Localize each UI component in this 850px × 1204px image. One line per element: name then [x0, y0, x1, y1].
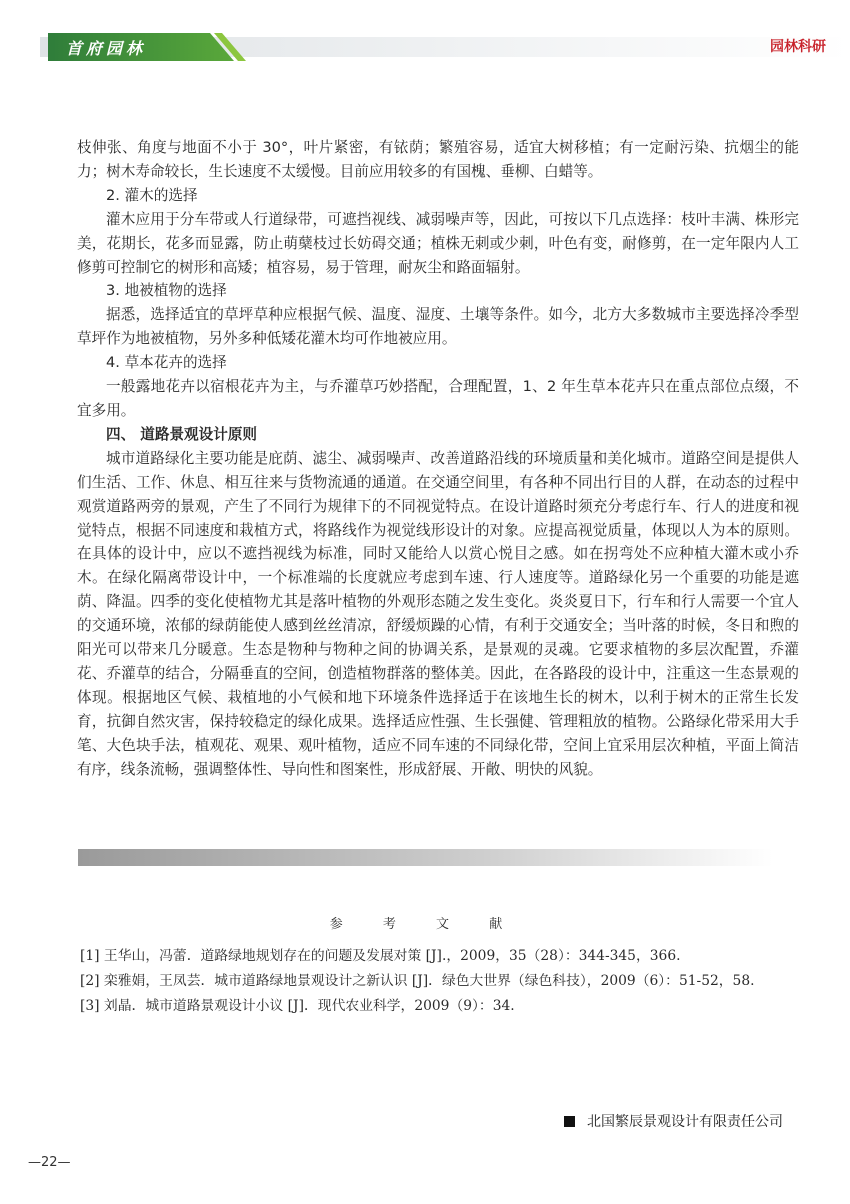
- paragraph: 枝伸张、角度与地面不小于 30°，叶片紧密，有铱荫；繁殖容易，适宜大树移植；有一定耐污染、抗烟尘的能力；树木寿命较长，生长速度不太缓慢。目前应用较多的有国槐、垂柳、白蜡等。: [77, 139, 799, 180]
- company-name: 北国繁辰景观设计有限责任公司: [587, 1114, 783, 1130]
- paragraph: 一般露地花卉以宿根花卉为主，与乔灌草巧妙搭配，合理配置，1、2 年生草本花卉只在重点部位点缀，不宜多用。: [77, 378, 799, 419]
- section-heading: 四、 道路景观设计原则: [106, 425, 258, 443]
- page-number: —22—: [28, 1155, 71, 1170]
- article-body: [77, 136, 799, 781]
- reference-item: [1] 王华山，冯蕾．道路绿地规划存在的问题及发展对策 [J].，2009，35（28）：344-345，366.: [80, 948, 681, 964]
- references-list: [80, 944, 800, 1019]
- company-credit: [564, 1111, 783, 1131]
- subheading: 3. 地被植物的选择: [106, 282, 227, 300]
- paragraph: 灌木应用于分车带或人行道绿带，可遮挡视线、减弱噪声等，因此，可按以下几点选择：枝叶丰满、株形完美，花期长，花多而显露，防止萌蘖枝过长妨碍交通；植株无刺或少刺，叶色有变，耐修剪，在一定年限内人工修剪可控制它的树形和高矮；植容易，易于管理，耐灰尘和路面辐射。: [77, 210, 799, 276]
- reference-item: [2] 栾雅娟，王凤芸．城市道路绿地景观设计之新认识 [J]．绿色大世界（绿色科技），2009（6）：51-52，58.: [80, 973, 755, 989]
- paragraph: 城市道路绿化主要功能是庇荫、滤尘、减弱噪声、改善道路沿线的环境质量和美化城市。道路空间是提供人们生活、工作、休息、相互往来与货物流通的通道。在交通空间里，有各种不同出行目的人群，在动态的过程中观赏道路两旁的景观，产生了不同行为规律下的不同视觉特点。在设计道路时须充分考虑行车、行人的进度和视觉特点，根据不同速度和栽植方式，将路线作为视觉线形设计的对象。应提高视觉质量，体现以人为本的原则。在具体的设计中，应以不遮挡视线为标准，同时又能给人以赏心悦目之感。如在拐弯处不应种植大灌木或小乔木。在绿化隔离带设计中，一个标准端的长度就应考虑到车速、行人速度等。道路绿化另一个重要的功能是遮荫、降温。四季的变化使植物尤其是落叶植物的外观形态随之发生变化。炎炎夏日下，行车和行人需要一个宜人的交通环境，浓郁的绿荫能使人感到丝丝清凉，舒缓烦躁的心情，有利于交通安全；当叶落的时候，冬日和煦的阳光可以带来几分暖意。生态是物种与物种之间的协调关系，是景观的灵魂。它要求植物的多层次配置，乔灌花、乔灌草的结合，分隔垂直的空间，创造植物群落的整体美。因此，在各路段的设计中，注重这一生态景观的体现。根据地区气候、栽植地的小气候和地下环境条件选择适于在该地生长的树木，以利于树木的正常生长发育，抗御自然灾害，保持较稳定的绿化成果。选择适应性强、生长强健、管理粗放的植物。公路绿化带采用大手笔、大色块手法，植观花、观果、观叶植物，适应不同车速的不同绿化带，空间上宜采用层次种植，平面上简洁有序，线条流畅，强调整体性、导向性和图案性，形成舒展、开敞、明快的风貌。: [77, 449, 799, 778]
- paragraph: 据悉，选择适宜的草坪草种应根据气候、温度、湿度、土壤等条件。如今，北方大多数城市主要选择冷季型草坪作为地被植物，另外多种低矮花灌木均可作地被应用。: [77, 306, 799, 348]
- subheading: 4. 草本花卉的选择: [106, 354, 227, 372]
- journal-title: 首府园林: [66, 39, 147, 58]
- references-title: 参 考 文 献: [329, 917, 521, 932]
- square-bullet-icon: [564, 1116, 575, 1127]
- reference-item: [3] 刘晶．城市道路景观设计小议 [J]．现代农业科学，2009（9）：34.: [80, 998, 515, 1014]
- subheading: 2. 灌木的选择: [106, 186, 198, 204]
- section-label: 园林科研: [770, 39, 826, 55]
- section-divider: [78, 849, 773, 866]
